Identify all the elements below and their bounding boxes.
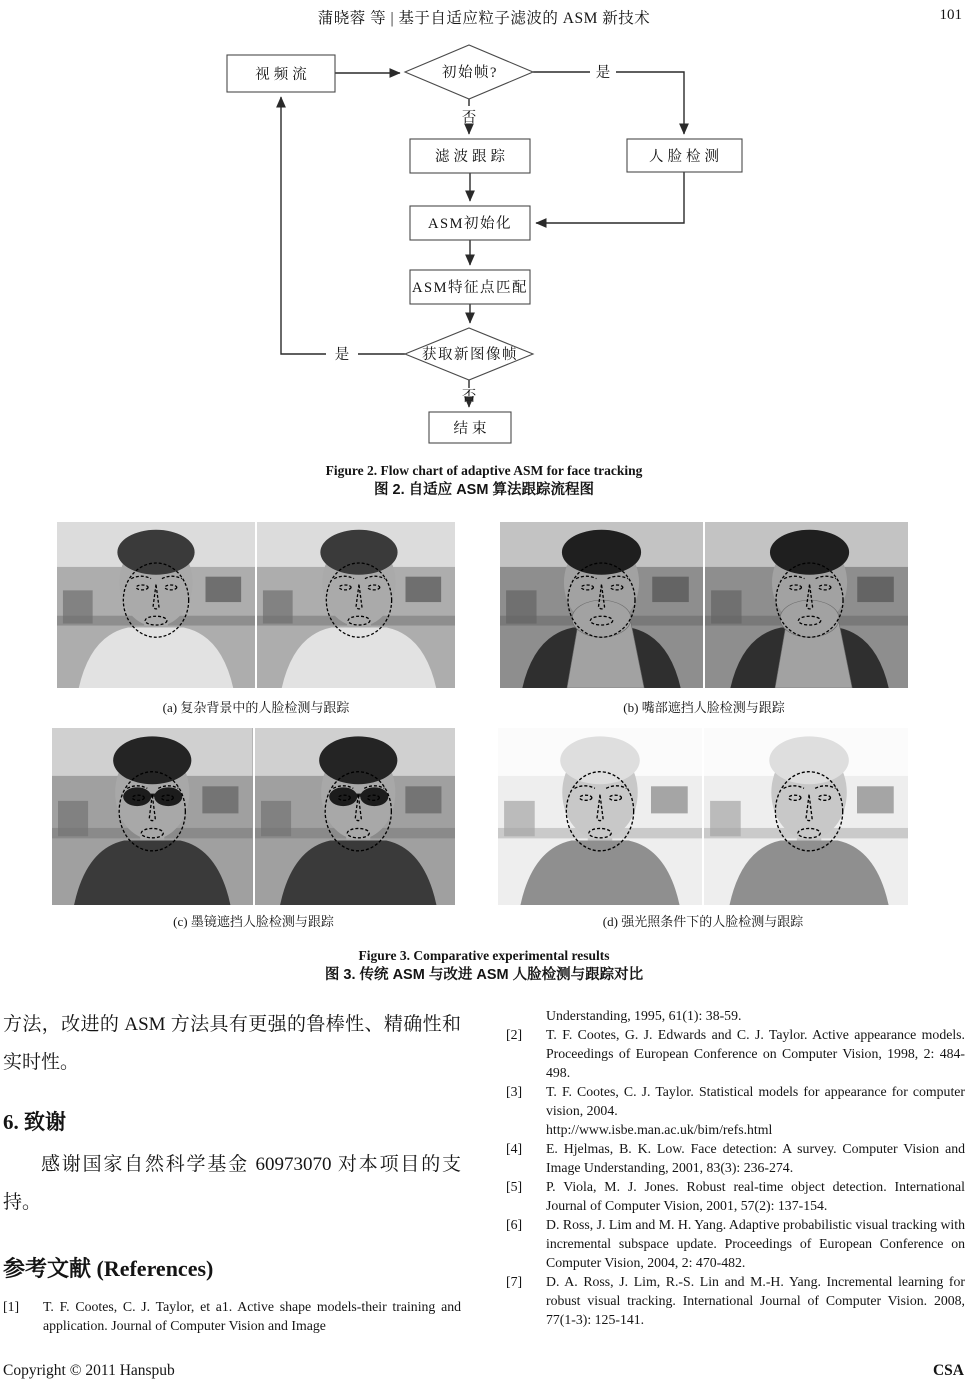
figure3-subcaption-b: (b) 嘴部遮挡人脸检测与跟踪 [623, 700, 785, 715]
reference-item [506, 1139, 965, 1177]
face-photo-d1 [498, 728, 702, 905]
face-photo-c2 [255, 728, 456, 905]
reference-item [506, 1272, 965, 1329]
reference-text: T. F. Cootes, G. J. Edwards and C. J. Taylor. Active appearance models. Proceedings of European Conference on Computer Vision, 1998, 2: 484-498. [546, 1027, 965, 1080]
arrow-yes-to-facedetect [616, 72, 684, 134]
flowchart-svg [222, 42, 744, 452]
flowchart-label-yes-left: 是 [334, 347, 350, 363]
figure2-caption-en: Figure 2. Flow chart of adaptive ASM for face tracking [325, 463, 643, 478]
page-number: 101 [939, 7, 962, 23]
face-photo-b2 [705, 522, 908, 688]
reference-number: [3] [506, 1084, 523, 1099]
body-right-column [506, 1006, 965, 1329]
reference-item [506, 1025, 965, 1082]
reference-item [506, 1177, 965, 1215]
flowchart-node-filter-tracking [410, 139, 530, 173]
flowchart-node-asm-match [410, 270, 530, 304]
figure3-panel-b [500, 522, 908, 688]
flowchart-node-end [429, 412, 511, 443]
figure3-caption [0, 947, 968, 984]
reference-text: D. Ross, J. Lim and M. H. Yang. Adaptive probabilistic visual tracking with incremental subspace update. Proceedings of European Conference on Computer Vision, 2004, 2: 470-482. [546, 1217, 965, 1270]
svg-text:ASM特征点匹配: ASM特征点匹配 [412, 280, 528, 296]
csa-label: CSA [932, 1362, 964, 1379]
reference-number [506, 1006, 546, 1025]
flowchart-node-initial-frame [405, 45, 533, 99]
reference-text: P. Viola, M. J. Jones. Robust real-time object detection. International Journal of Computer Vision, 2001, 57(2): 137-154. [546, 1179, 965, 1213]
flowchart-node-asm-init [410, 206, 530, 240]
figure2-caption [0, 462, 968, 499]
figure3-subcaption-c: (c) 墨镜遮挡人脸检测与跟踪 [173, 914, 334, 929]
figure3-subcaption-d: (d) 强光照条件下的人脸检测与跟踪 [602, 914, 804, 929]
face-photo-d2 [704, 728, 908, 905]
references-list-left [3, 1297, 461, 1335]
reference-text: E. Hjelmas, B. K. Low. Face detection: A survey. Computer Vision and Image Understanding, 2001, 83(3): 236-274. [546, 1141, 965, 1175]
svg-text:滤波跟踪: 滤波跟踪 [435, 149, 509, 165]
figure3-subcaption-a: (a) 复杂背景中的人脸检测与跟踪 [162, 700, 350, 715]
svg-text:ASM初始化: ASM初始化 [428, 216, 512, 232]
reference-number: [5] [506, 1179, 523, 1194]
arrow-yes-to-videostream [281, 97, 326, 354]
reference-number: [1] [3, 1299, 20, 1314]
figure2-caption-zh: 图 2. 自适应 ASM 算法跟踪流程图 [374, 482, 594, 498]
reference-item [506, 1006, 965, 1025]
page-footer [3, 1362, 964, 1382]
figure2-flowchart [222, 42, 744, 452]
body-left-column [3, 1006, 461, 1335]
running-head-title: 蒲晓蓉 等 | 基于自适应粒子滤波的 ASM 新技术 [317, 10, 651, 27]
figure3-caption-en: Figure 3. Comparative experimental results [358, 948, 610, 963]
flowchart-node-video-stream [227, 55, 335, 92]
reference-number: [7] [506, 1274, 523, 1289]
svg-text:结束: 结束 [453, 421, 491, 437]
references-heading: 参考文献 (References) [3, 1256, 214, 1281]
reference-text: D. A. Ross, J. Lim, R.-S. Lin and M.-H. Yang. Incremental learning for robust visual tracking. International Journal of Computer Vision. 2008, 77(1-3): 125-141. [546, 1274, 965, 1327]
figure3-panel-d [498, 728, 908, 905]
references-list-right [506, 1006, 965, 1329]
flowchart-label-yes-top: 是 [595, 65, 611, 81]
flowchart-label-no-top: 否 [461, 110, 477, 126]
svg-text:获取新图像帧: 获取新图像帧 [422, 347, 518, 363]
arrow-facedetect-to-asminit [536, 172, 684, 223]
face-photo-a1 [57, 522, 255, 688]
acknowledgement-paragraph: 感谢国家自然科学基金 60973070 对本项目的支持。 [3, 1154, 461, 1213]
figure3-panel-c [52, 728, 455, 905]
reference-number: [4] [506, 1141, 523, 1156]
svg-text:人脸检测: 人脸检测 [649, 149, 723, 165]
reference-url: http://www.isbe.man.ac.uk/bim/refs.html [546, 1122, 773, 1137]
reference-number: [6] [506, 1217, 523, 1232]
reference-item [506, 1215, 965, 1272]
flowchart-node-face-detection [627, 139, 742, 172]
reference-number: [2] [506, 1027, 523, 1042]
figure3-panel-a [57, 522, 455, 688]
face-photo-a2 [257, 522, 455, 688]
face-photo-b1 [500, 522, 703, 688]
reference-text: T. F. Cootes, C. J. Taylor, et a1. Active shape models-their training and application. Journal of Computer Vision and Image [43, 1299, 461, 1333]
copyright-text: Copyright © 2011 Hanspub [3, 1362, 175, 1379]
body-paragraph: 方法，改进的 ASM 方法具有更强的鲁棒性、精确性和实时性。 [3, 1014, 461, 1073]
reference-text: Understanding, 1995, 61(1): 38-59. [546, 1008, 742, 1023]
reference-item [3, 1297, 461, 1335]
figure3-caption-zh: 图 3. 传统 ASM 与改进 ASM 人脸检测与跟踪对比 [324, 967, 644, 983]
svg-text:视频流: 视频流 [255, 67, 311, 83]
page-header [0, 6, 968, 30]
reference-item [506, 1082, 965, 1139]
face-photo-c1 [52, 728, 253, 905]
section-heading-acknowledgement: 6. 致谢 [3, 1110, 66, 1134]
flowchart-node-new-frame [405, 328, 533, 380]
svg-text:初始帧?: 初始帧? [442, 65, 498, 81]
reference-text: T. F. Cootes, C. J. Taylor. Statistical models for appearance for computer vision, 2004. http://www.isbe.man.ac.uk/bim/refs.html [546, 1084, 965, 1137]
flowchart-label-no-bottom: 否 [461, 389, 477, 405]
